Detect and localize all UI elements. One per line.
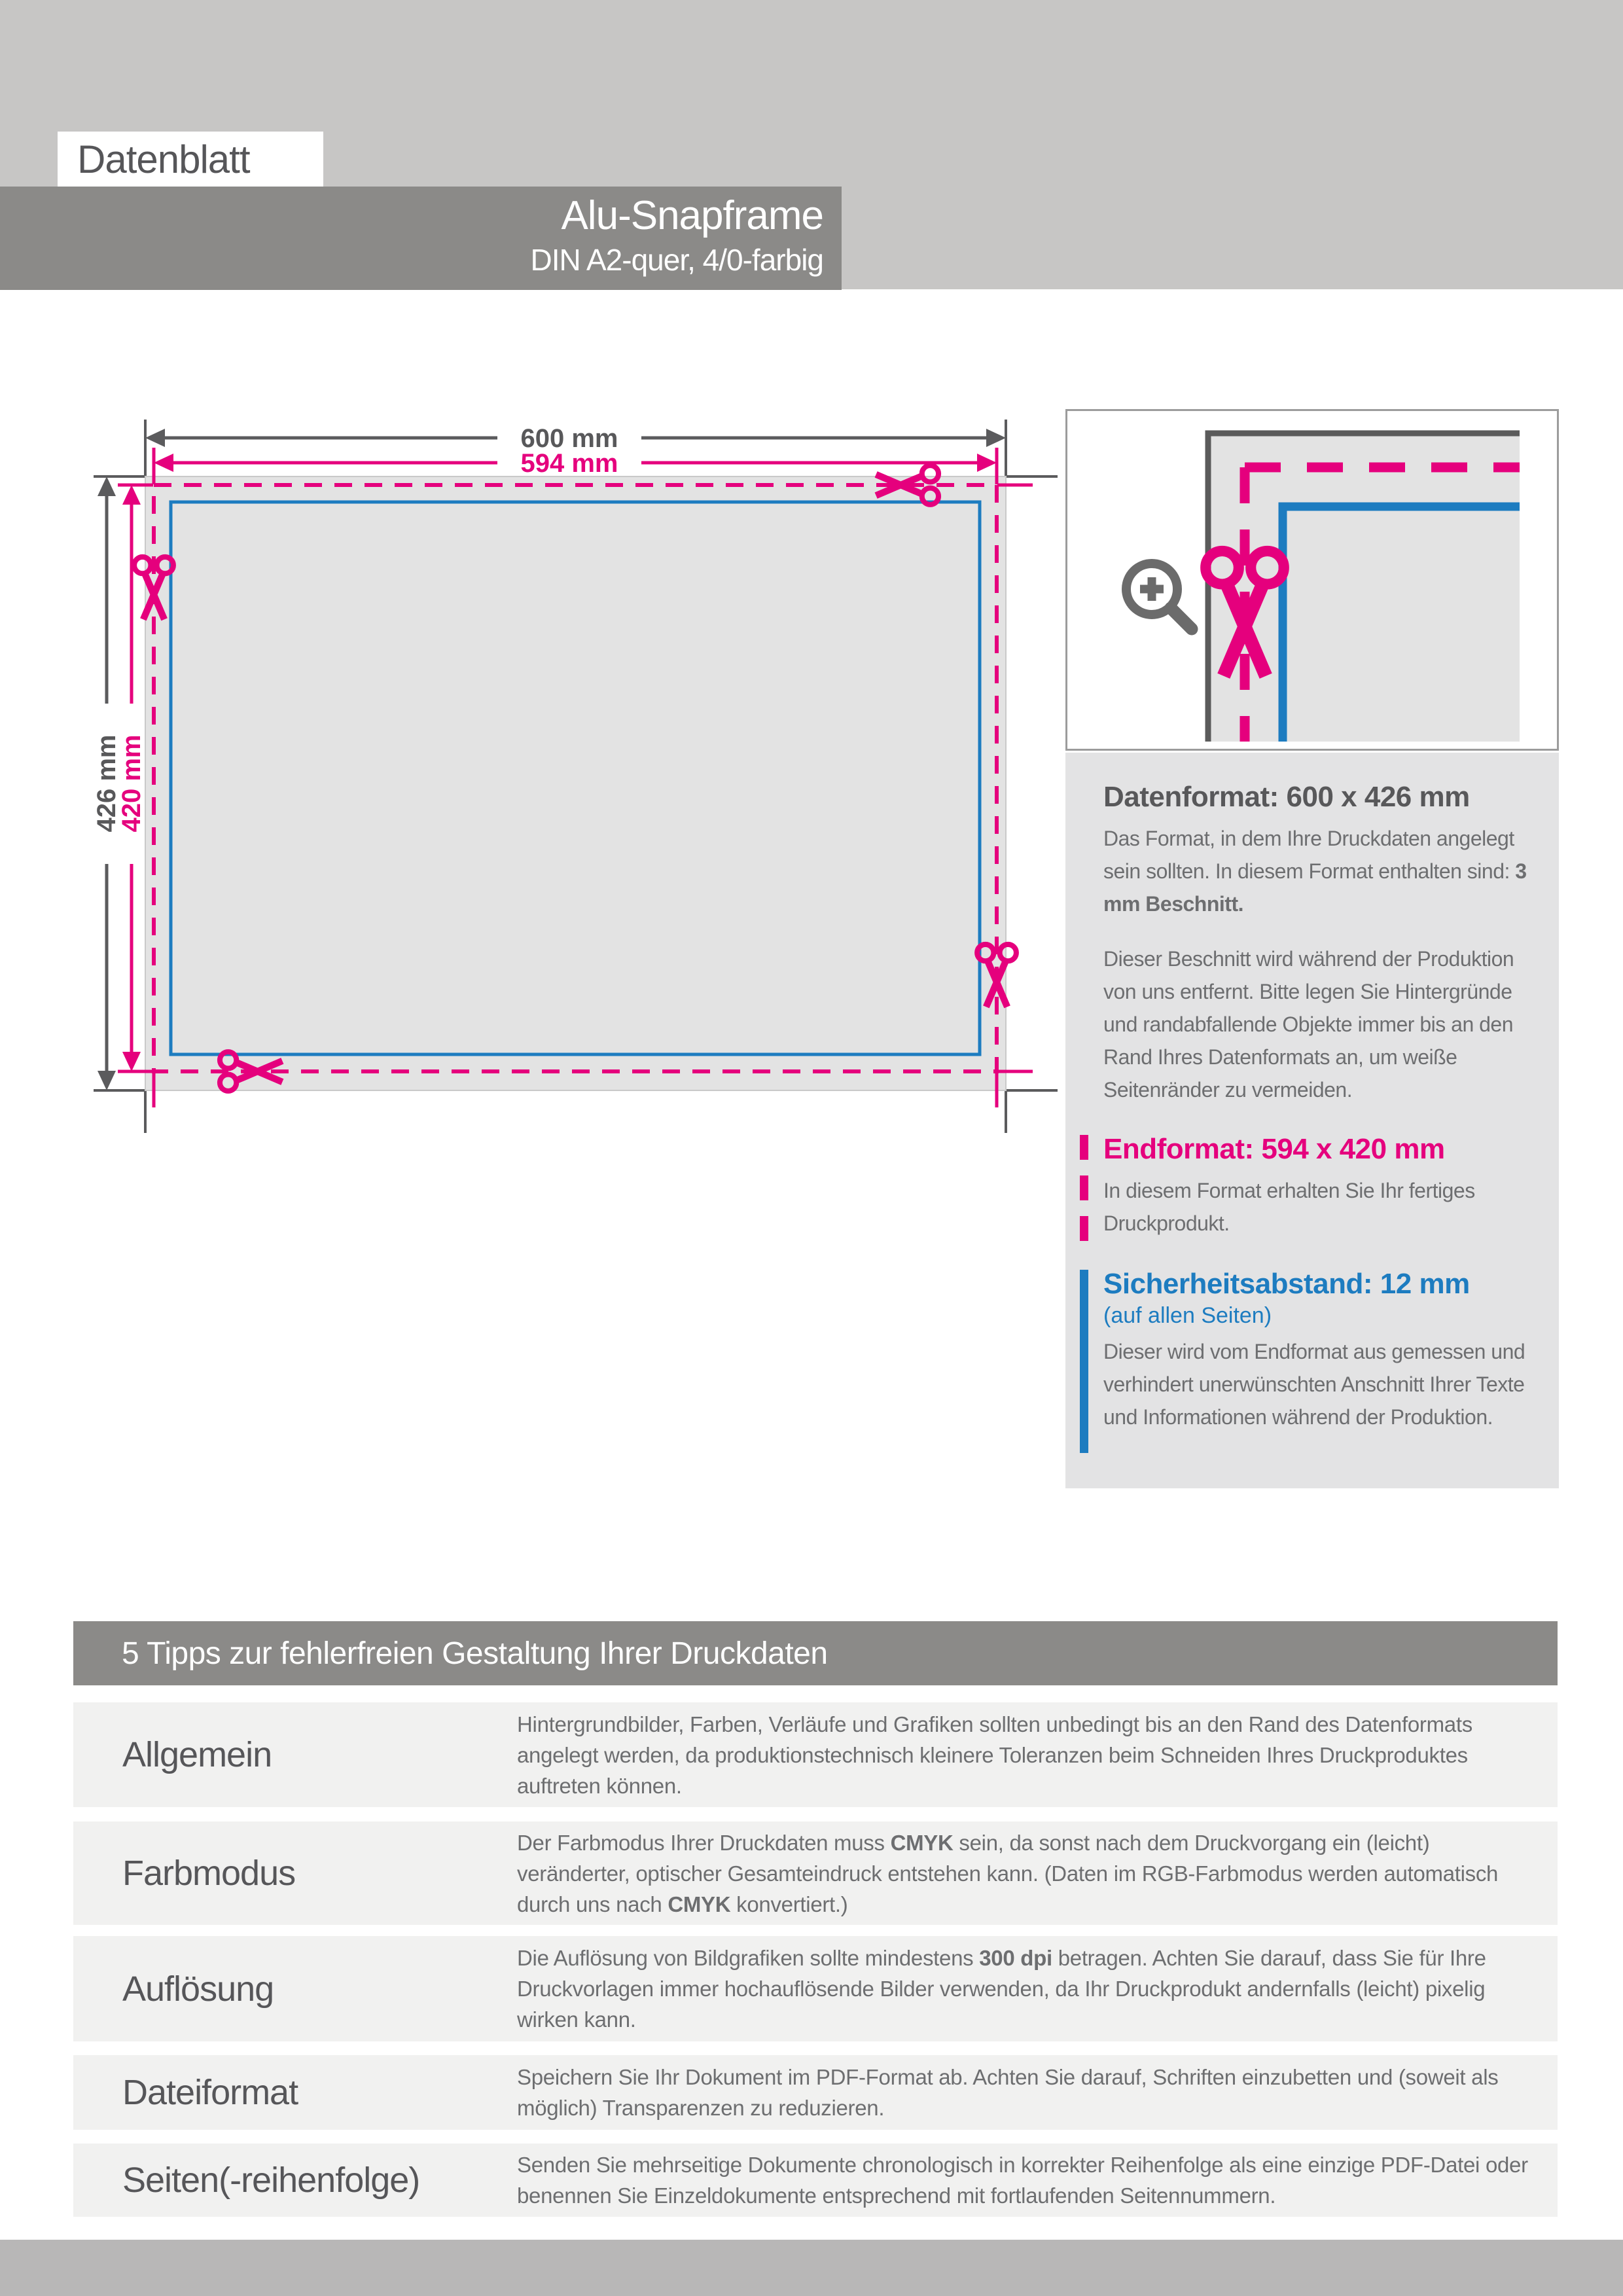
endformat-heading: Endformat: 594 x 420 mm bbox=[1103, 1133, 1445, 1165]
dim-label-594: 594 mm bbox=[520, 449, 618, 478]
datenformat-heading: Datenformat: 600 x 426 mm bbox=[1103, 781, 1470, 813]
tip-label: Dateiformat bbox=[122, 2073, 298, 2112]
tip-text: Senden Sie mehrseitige Dokumente chronologisch in korrekter Reihenfolge als eine einzige PDF-Datei oder benennen Sie Einzeldokumente entsprechend mit fortlaufenden Seitennummern. bbox=[517, 2153, 1528, 2208]
arrowhead-down-icon bbox=[122, 1052, 141, 1071]
doc-type-label: Datenblatt bbox=[77, 137, 250, 181]
product-title-band bbox=[0, 187, 842, 290]
safety-solid-marker bbox=[1080, 1270, 1088, 1453]
tip-label: Auflösung bbox=[122, 1969, 274, 2009]
footer-band bbox=[0, 2240, 1623, 2296]
endformat-section bbox=[1103, 1132, 1531, 1240]
format-info-panel bbox=[1065, 753, 1559, 1488]
dataformat-area bbox=[145, 476, 1006, 1090]
sicherheitsabstand-body: Dieser wird vom Endformat aus gemessen und verhindert unerwünschten Anschnitt Ihrer Texte und Informationen während der Produktion. bbox=[1103, 1340, 1525, 1429]
arrowhead-up-icon bbox=[122, 485, 141, 505]
sicherheitsabstand-subheading: (auf allen Seiten) bbox=[1103, 1303, 1272, 1328]
dim-label-426: 426 mm bbox=[92, 734, 121, 833]
tip-row-seitenreihenfolge bbox=[73, 2144, 1558, 2217]
tip-text: Die Auflösung von Bildgrafiken sollte mindestens 300 dpi betragen. Achten Sie darauf, dass Sie für Ihre Druckvorlagen immer hochauflösende Bilder verwenden, da Ihr Druckprodukt andernfalls (leicht) pixelig wirken kann. bbox=[517, 1946, 1486, 2032]
sicherheitsabstand-section bbox=[1103, 1267, 1531, 1433]
endformat-body: In diesem Format erhalten Sie Ihr fertiges Druckprodukt. bbox=[1103, 1179, 1475, 1235]
magnifier-plus-icon bbox=[1106, 543, 1204, 641]
tip-text: Hintergrundbilder, Farben, Verläufe und Grafiken sollten unbedingt bis an den Rand des Datenformats angelegt werden, da produktionstechnisch kleinere Toleranzen beim Schneiden Ihres Druckproduktes auftreten können. bbox=[517, 1712, 1472, 1798]
datenformat-section bbox=[1103, 780, 1531, 1106]
datenformat-body-1: Das Format, in dem Ihre Druckdaten angelegt sein sollten. In diesem Format enthalten sind: 3 mm Beschnitt. bbox=[1103, 827, 1527, 916]
product-variant: DIN A2-quer, 4/0-farbig bbox=[530, 243, 823, 277]
doc-type-box bbox=[58, 132, 323, 187]
arrowhead-left-icon bbox=[145, 429, 165, 447]
arrowhead-up-icon bbox=[98, 476, 116, 496]
tips-heading: 5 Tipps zur fehlerfreien Gestaltung Ihrer Druckdaten bbox=[122, 1636, 828, 1671]
tips-header-band bbox=[73, 1621, 1558, 1685]
dim-label-420: 420 mm bbox=[117, 734, 146, 833]
dim-label-600: 600 mm bbox=[520, 424, 618, 453]
arrowhead-down-icon bbox=[98, 1071, 116, 1090]
tip-label: Farbmodus bbox=[122, 1854, 296, 1893]
arrowhead-left-icon bbox=[154, 454, 173, 472]
tip-row-farbmodus bbox=[73, 1821, 1558, 1925]
sicherheitsabstand-heading: Sicherheitsabstand: 12 mm bbox=[1103, 1268, 1470, 1300]
endformat-dash-marker bbox=[1080, 1135, 1088, 1246]
tip-row-aufloesung bbox=[73, 1936, 1558, 2041]
format-diagram bbox=[39, 393, 1139, 1165]
product-name: Alu-Snapframe bbox=[561, 193, 823, 238]
tip-row-dateiformat bbox=[73, 2055, 1558, 2130]
arrowhead-right-icon bbox=[977, 454, 997, 472]
arrowhead-right-icon bbox=[986, 429, 1006, 447]
tip-label: Allgemein bbox=[122, 1735, 272, 1774]
tip-text: Der Farbmodus Ihrer Druckdaten muss CMYK sein, da sonst nach dem Druckvorgang ein (leicht) veränderter, optischer Gesamteindruck entstehen kann. (Daten im RGB-Farbmodus werden automatisch durch uns nach CMYK konvertiert.) bbox=[517, 1830, 1499, 1916]
tip-row-allgemein bbox=[73, 1702, 1558, 1807]
tip-label: Seiten(-reihenfolge) bbox=[122, 2161, 420, 2200]
tip-text: Speichern Sie Ihr Dokument im PDF-Format ab. Achten Sie darauf, Schriften einzubetten und (soweit als möglich) Transparenzen zu reduzieren. bbox=[517, 2065, 1499, 2120]
dimension-594 bbox=[154, 449, 997, 478]
datenformat-body-2: Dieser Beschnitt wird während der Produktion von uns entfernt. Bitte legen Sie Hintergründe und randabfallende Objekte immer bis an den Rand Ihres Datenformats an, um weiße Seitenränder zu vermeiden. bbox=[1103, 947, 1514, 1102]
